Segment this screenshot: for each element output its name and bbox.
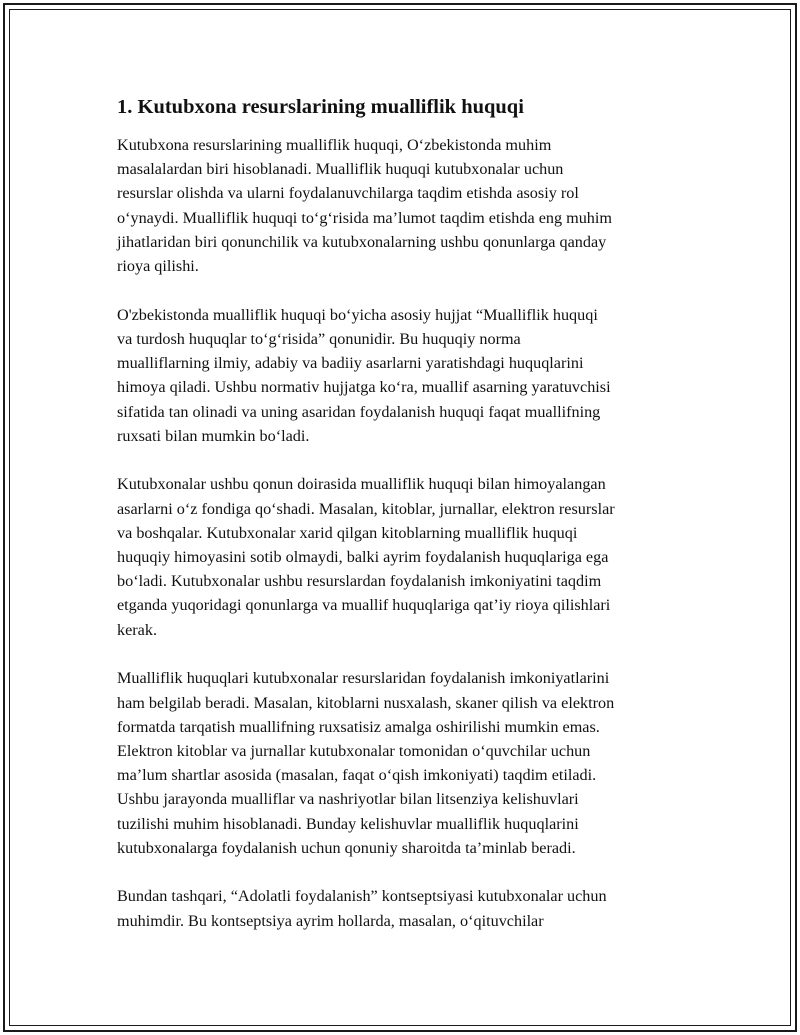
- text-line: tuzilishi muhim hisoblanadi. Bunday kelishuvlar mualliflik huquqlarini: [117, 814, 579, 833]
- text-line: resurslar olishda va ularni foydalanuvchilarga taqdim etishda asosiy rol: [117, 184, 579, 203]
- paragraph-3: [117, 472, 692, 641]
- text-line: O'zbekistonda mualliflik huquqi bo‘yicha asosiy hujjat “Mualliflik huquqi: [117, 305, 598, 324]
- paragraph-1: [117, 133, 692, 278]
- section-heading: 1. Kutubxona resurslarining mualliflik huquqi: [117, 96, 524, 118]
- text-line: ma’lum shartlar asosida (masalan, faqat o‘qish imkoniyati) taqdim etiladi.: [117, 766, 597, 785]
- text-line: ruxsati bilan mumkin bo‘ladi.: [117, 426, 310, 445]
- text-line: kerak.: [117, 620, 157, 639]
- paragraph-2: [117, 303, 692, 448]
- text-line: etganda yuqoridagi qonunlarga va muallif huquqlariga qat’iy rioya qilishlari: [117, 596, 611, 615]
- paragraph-4: [117, 666, 692, 860]
- text-line: o‘ynaydi. Mualliflik huquqi to‘g‘risida ma’lumot taqdim etishda eng muhim: [117, 208, 612, 227]
- document-body: [117, 94, 692, 957]
- text-line: bo‘ladi. Kutubxonalar ushbu resurslardan foydalanish imkoniyatini taqdim: [117, 572, 602, 591]
- text-line: Kutubxonalar ushbu qonun doirasida mualliflik huquqi bilan himoyalangan: [117, 475, 606, 494]
- text-line: huquqiy himoyasini sotib olmaydi, balki ayrim foydalanish huquqlariga ega: [117, 548, 609, 567]
- paragraph-5: [117, 884, 692, 932]
- text-line: formatda tarqatish muallifning ruxsatisiz amalga oshirilishi mumkin emas.: [117, 717, 600, 736]
- text-line: masalalardan biri hisoblanadi. Mualliflik huquqi kutubxonalar uchun: [117, 160, 564, 179]
- text-line: sifatida tan olinadi va uning asaridan foydalanish huquqi faqat muallifning: [117, 402, 601, 421]
- text-line: Bundan tashqari, “Adolatli foydalanish” kontseptsiyasi kutubxonalar uchun: [117, 887, 607, 906]
- text-line: himoya qiladi. Ushbu normativ hujjatga ko‘ra, muallif asarning yaratuvchisi: [117, 378, 611, 397]
- text-line: Kutubxona resurslarining mualliflik huquqi, O‘zbekistonda muhim: [117, 136, 552, 154]
- text-line: jihatlaridan biri qonunchilik va kutubxonalarning ushbu qonunlarga qanday: [117, 232, 607, 251]
- text-line: rioya qilishi.: [117, 257, 199, 276]
- text-line: Elektron kitoblar va jurnallar kutubxonalar tomonidan o‘quvchilar uchun: [117, 741, 591, 760]
- text-line: muhimdir. Bu kontseptsiya ayrim hollarda, masalan, o‘qituvchilar: [117, 911, 544, 930]
- text-line: va boshqalar. Kutubxonalar xarid qilgan kitoblarning mualliflik huquqi: [117, 523, 578, 542]
- text-line: ham belgilab beradi. Masalan, kitoblarni nusxalash, skaner qilish va elektron: [117, 693, 615, 712]
- text-line: kutubxonalarga foydalanish uchun qonuniy sharoitda ta’minlab beradi.: [117, 838, 576, 857]
- text-line: asarlarni o‘z fondiga qo‘shadi. Masalan, kitoblar, jurnallar, elektron resurslar: [117, 499, 615, 518]
- text-line: va turdosh huquqlar to‘g‘risida” qonunidir. Bu huquqiy norma: [117, 329, 521, 348]
- text-line: Mualliflik huquqlari kutubxonalar resurslaridan foydalanish imkoniyatlarini: [117, 669, 610, 688]
- text-line: mualliflarning ilmiy, adabiy va badiiy asarlarni yaratishdagi huquqlarini: [117, 354, 584, 373]
- text-line: Ushbu jarayonda mualliflar va nashriyotlar bilan litsenziya kelishuvlari: [117, 790, 579, 809]
